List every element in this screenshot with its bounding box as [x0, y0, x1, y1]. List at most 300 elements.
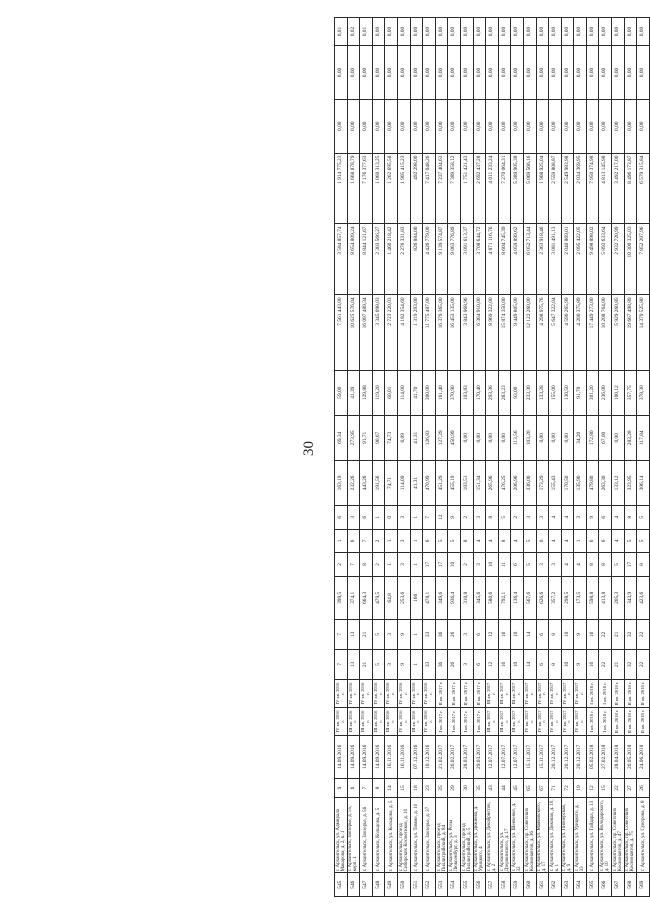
table-cell-c21: 0,00 — [637, 18, 650, 46]
table-cell-c18: 4 011 233,24 — [486, 153, 499, 224]
table-cell-q1: III кв. 2017 г. — [498, 707, 511, 735]
table-cell-c15: 155,00 — [549, 370, 562, 415]
table-cell-c20: 0,00 — [523, 46, 536, 100]
table-cell-date: 14.09.2016 — [372, 735, 385, 778]
table-cell-c17: 2 303 566,27 — [372, 224, 385, 295]
table-cell-c10: 11 — [498, 553, 511, 577]
table-cell-n: 553 — [435, 873, 448, 897]
table-cell-c18: 7 270 064,31 — [498, 153, 511, 224]
table-cell-c15: 263,23 — [498, 370, 511, 415]
table-cell-c17: 8 844 121,67 — [360, 224, 373, 295]
table-cell-q2: II кв. 2018 г. — [637, 679, 650, 707]
table-cell-c8: 16 — [586, 619, 599, 649]
table-cell-q2: IV кв. 2016 г. — [360, 679, 373, 707]
table-cell-c13: 263,30 — [599, 460, 612, 505]
table-cell-c9: 478,1 — [423, 576, 436, 619]
table-cell-c18: 8 496 173,87 — [624, 153, 637, 224]
table-cell-date: 20.12.2017 — [561, 735, 574, 778]
table-cell-c19: 0,00 — [423, 99, 436, 153]
table-cell-c10: 3 — [536, 553, 549, 577]
table-cell-c7: 26 — [448, 649, 461, 679]
table-cell-c18: 492 298,00 — [410, 153, 423, 224]
table-cell-c11: 6 — [599, 529, 612, 553]
table-cell-c8: 33 — [423, 619, 436, 649]
table-cell-c11: 3 — [397, 529, 410, 553]
table-cell-date: 20.12.2017 — [549, 735, 562, 778]
table-cell-c20: 0,00 — [612, 46, 625, 100]
table-cell-q2: IV кв. 2017 г. — [561, 679, 574, 707]
table-cell-q1: III кв. 2016 г. — [372, 707, 385, 735]
table-cell-c7: 6 — [473, 649, 486, 679]
table-cell-c20: 0,00 — [586, 46, 599, 100]
table-cell-c13: 191,56 — [372, 460, 385, 505]
table-cell-c17: 5 893 633,64 — [599, 224, 612, 295]
table-cell-q1: II кв. 2018 г. — [624, 707, 637, 735]
table-cell-c14: 0,00 — [486, 415, 499, 460]
table-cell-date: 14.09.2016 — [335, 735, 348, 778]
table-cell-q1: IV кв. 2017 г. — [574, 707, 587, 735]
table-cell-c20: 0,00 — [549, 46, 562, 100]
table-cell-c11: 4 — [549, 529, 562, 553]
table-cell-addr: г. Архангельск, проезд Пиллигрийский, д. 5 — [460, 798, 473, 873]
table-cell-c3: 35 — [473, 778, 486, 797]
table-cell-c13: 155,43 — [549, 460, 562, 505]
table-cell-addr: г. Архангельск, проезд Пиллигрийский, д. 84 — [435, 798, 448, 873]
table-cell-c12: 3 — [523, 505, 536, 529]
table-cell-n: 569 — [637, 873, 650, 897]
table-cell-c9: 936,4 — [448, 576, 461, 619]
table-cell-c8: 16 — [498, 619, 511, 649]
table-cell-c15: 236,00 — [599, 370, 612, 415]
table-cell-c18: 2 559 808,87 — [549, 153, 562, 224]
table-cell-c8: 36 — [435, 619, 448, 649]
table-cell-c8: 5 — [372, 619, 385, 649]
table-cell-addr: г. Архангельск, проезд Сибирских Косметиков, д. 10 — [397, 798, 410, 873]
table-cell-c16: 10 625 576,04 — [347, 295, 360, 370]
table-cell-c16: 4 590 265,99 — [561, 295, 574, 370]
table-row — [624, 18, 637, 897]
table-cell-c11: 6 — [347, 529, 360, 553]
table-row — [360, 18, 373, 897]
table-cell-c15: 119,20 — [372, 370, 385, 415]
table-cell-c17: 10 300 325,03 — [624, 224, 637, 295]
table-cell-addr: г. Архангельск, ул. Декабристов, д. 2 — [486, 798, 499, 873]
table-cell-c10: 4 — [574, 553, 587, 577]
table-cell-c13: 151,34 — [473, 460, 486, 505]
table-row — [523, 18, 536, 897]
table-cell-c19: 0,00 — [536, 99, 549, 153]
table-cell-c14: 172,80 — [586, 415, 599, 460]
table-cell-q1: I кв. 2017 г. — [460, 707, 473, 735]
table-cell-q2: IV кв. 2016 г. — [335, 679, 348, 707]
table-cell-q1: IV кв. 2017 г. — [561, 707, 574, 735]
table-cell-n: 556 — [473, 873, 486, 897]
table-cell-c19: 0,00 — [397, 99, 410, 153]
table-cell-c19: 0,00 — [612, 99, 625, 153]
table-cell-c9: 567,6 — [523, 576, 536, 619]
page-number: 30 — [301, 441, 317, 456]
table-row — [498, 18, 511, 897]
table-cell-c8: 3 — [460, 619, 473, 649]
table-cell-c8: 3 — [385, 619, 398, 649]
table-cell-date: 20.12.2017 — [574, 735, 587, 778]
table-cell-c11: 5 — [637, 529, 650, 553]
table-row — [347, 18, 360, 897]
table-cell-c14: 91,71 — [360, 415, 373, 460]
table-cell-q2: IV кв. 2016 г. — [347, 679, 360, 707]
table-cell-q1: IV кв. 2017 г. — [549, 707, 562, 735]
table-cell-n: 560 — [523, 873, 536, 897]
table-cell-c19: 0,00 — [498, 99, 511, 153]
table-cell-c7: 16 — [586, 649, 599, 679]
table-row — [637, 18, 650, 897]
table-cell-c20: 0,00 — [473, 46, 486, 100]
table-cell-c19: 0,00 — [372, 99, 385, 153]
table-cell-c12: 3 — [397, 505, 410, 529]
table-cell-c14: 117,84 — [637, 415, 650, 460]
table-cell-c21: 0,00 — [435, 18, 448, 46]
table-row — [612, 18, 625, 897]
table-cell-c12: 0 — [385, 505, 398, 529]
table-cell-c12: 7 — [423, 505, 436, 529]
table-cell-c15: 91,70 — [574, 370, 587, 415]
table-cell-c14: 0,00 — [536, 415, 549, 460]
table-cell-c19: 0,00 — [561, 99, 574, 153]
table-cell-q2: IV кв. 2016 г. — [410, 679, 423, 707]
table-cell-c19: 0,00 — [435, 99, 448, 153]
table-cell-date: 15.11.2017 — [536, 735, 549, 778]
table-cell-c10: 2 — [372, 553, 385, 577]
table-cell-c12: 12 — [435, 505, 448, 529]
table-cell-c10: 2 — [335, 553, 348, 577]
table-cell-c14: 0,00 — [549, 415, 562, 460]
table-cell-c11: 2 — [372, 529, 385, 553]
table-cell-c21: 0,00 — [423, 18, 436, 46]
table-cell-c12: 6 — [360, 505, 373, 529]
table-cell-c19: 0,00 — [549, 99, 562, 153]
table-cell-c15: 370,90 — [448, 370, 461, 415]
table-cell-c16: 4 298 975,76 — [536, 295, 549, 370]
table-cell-c16: 6 364 910,00 — [473, 295, 486, 370]
table-cell-c3: 26 — [637, 778, 650, 797]
table-cell-c18: 2 549 983,98 — [561, 153, 574, 224]
table-row — [460, 18, 473, 897]
table-cell-c9: 399,5 — [335, 576, 348, 619]
table-cell-c9: 626,6 — [536, 576, 549, 619]
table-cell-c12: 8 — [486, 505, 499, 529]
table-cell-c13: 323,95 — [624, 460, 637, 505]
table-cell-c19: 0,00 — [599, 99, 612, 153]
table-cell-date: 16.11.2016 — [385, 735, 398, 778]
table-cell-c8: 7 — [335, 619, 348, 649]
table-cell-q2: II кв. 2018 г. — [612, 679, 625, 707]
table-cell-c21: 0,00 — [574, 18, 587, 46]
table-row — [511, 18, 524, 897]
table-cell-q1: III кв. 2017 г. — [511, 707, 524, 735]
table-cell-c18: 1 751 421,43 — [460, 153, 473, 224]
table-cell-c10: 1 — [385, 553, 398, 577]
table-cell-c11: 5 — [448, 529, 461, 553]
table-cell-c13: 74,71 — [385, 460, 398, 505]
table-cell-date: 27.02.2018 — [599, 735, 612, 778]
table-cell-c7: 36 — [435, 649, 448, 679]
table-cell-date: 28.04.2018 — [612, 735, 625, 778]
table-cell-c20: 0,00 — [410, 46, 423, 100]
table-row — [435, 18, 448, 897]
table-cell-date: 29.03.2017 — [473, 735, 486, 778]
table-cell-c16: 1 319 293,00 — [410, 295, 423, 370]
table-cell-c7: 13 — [347, 649, 360, 679]
table-cell-n: 561 — [536, 873, 549, 897]
table-cell-c21: 0,00 — [486, 18, 499, 46]
table-cell-c7: 33 — [423, 649, 436, 679]
table-cell-c3: 72 — [561, 778, 574, 797]
table-cell-c21: 0,00 — [448, 18, 461, 46]
table-cell-q1: III кв. 2016 г. — [410, 707, 423, 735]
table-cell-c7: 9 — [397, 649, 410, 679]
table-cell-c3: 44 — [498, 778, 511, 797]
table-cell-c8: 6 — [473, 619, 486, 649]
table-cell-date: 14.09.2016 — [347, 735, 360, 778]
table-cell-c11: 1 — [410, 529, 423, 553]
table-cell-c18: 7 950 374,98 — [586, 153, 599, 224]
table-cell-q1: III кв. 2017 г. — [486, 707, 499, 735]
table-cell-c19: 0,00 — [448, 99, 461, 153]
table-cell-addr: г. Архангельск, пр. Советских Космонавтов, д. 75 — [624, 798, 637, 873]
table-cell-c19: 0,00 — [410, 99, 423, 153]
table-cell-c20: 0,00 — [385, 46, 398, 100]
table-cell-c9: 310,8 — [460, 576, 473, 619]
table-cell-n: 549 — [385, 873, 398, 897]
table-cell-c3: 8 — [372, 778, 385, 797]
table-cell-c9: 664,3 — [360, 576, 373, 619]
table-cell-c9: 343,9 — [624, 576, 637, 619]
table-cell-c14: 69,34 — [335, 415, 348, 460]
table-cell-c12: 6 — [335, 505, 348, 529]
table-cell-c9: 423,6 — [637, 576, 650, 619]
table-cell-c15: 170,40 — [473, 370, 486, 415]
table-cell-c21: 0,00 — [549, 18, 562, 46]
table-cell-c20: 0,00 — [335, 46, 348, 100]
table-cell-date: 16.11.2016 — [397, 735, 410, 778]
table-cell-addr: г. Архангельск, ул. Суворова, д. 8 — [637, 798, 650, 873]
table-cell-c18: 7 417 048,26 — [423, 153, 436, 224]
table-cell-c11: 5 — [523, 529, 536, 553]
table-cell-q2: I кв. 2018 г. — [599, 679, 612, 707]
table-cell-c3: 19 — [574, 778, 587, 797]
table-cell-c21: 0,00 — [410, 18, 423, 46]
table-cell-c16: 2 723 220,03 — [385, 295, 398, 370]
table-cell-c3: 29 — [448, 778, 461, 797]
table-cell-c15: 114,00 — [397, 370, 410, 415]
table-cell-c8: 9 — [397, 619, 410, 649]
table-cell-addr: г. Архангельск, ул. Урицкого, д. 33 — [574, 798, 587, 873]
table-cell-c12: 9 — [448, 505, 461, 529]
table-cell-c19: 0,00 — [460, 99, 473, 153]
table-cell-q2: IV кв. 2017 г. — [574, 679, 587, 707]
table-cell-c17: 3 091 613,37 — [460, 224, 473, 295]
table-cell-c20: 0,00 — [423, 46, 436, 100]
table-cell-c16: 16 097 489,34 — [360, 295, 373, 370]
table-cell-c11: 4 — [486, 529, 499, 553]
table-cell-q2: IV кв. 2016 г. — [372, 679, 385, 707]
table-cell-addr: г. Архангельск, ул. Доковая, д. 10, к. 1 — [549, 799, 560, 872]
table-cell-c21: 0,00 — [397, 18, 410, 46]
table-cell-c14: 34,20 — [574, 415, 587, 460]
table-cell-n: 559 — [511, 873, 524, 897]
table-cell-c15: 161,40 — [435, 370, 448, 415]
table-cell-c8: 6 — [536, 619, 549, 649]
table-cell-c17: 9 063 776,89 — [448, 224, 461, 295]
table-cell-c14: 450,99 — [448, 415, 461, 460]
table-cell-c13: 41,31 — [410, 460, 423, 505]
table-cell-n: 563 — [561, 873, 574, 897]
table-cell-c13: 173,29 — [536, 460, 549, 505]
table-cell-c16: 5 929 260,85 — [612, 295, 625, 370]
table-cell-c11: 4 — [612, 529, 625, 553]
table-cell-n: 546 — [347, 873, 360, 897]
table-cell-c14: 103,20 — [523, 415, 536, 460]
table-cell-n: 557 — [486, 873, 499, 897]
table-cell-q2: II кв. 2017 г. — [460, 679, 473, 707]
table-cell-c19: 0,00 — [637, 99, 650, 153]
table-cell-c8: 10 — [511, 619, 524, 649]
table-cell-c3: 65 — [523, 778, 536, 797]
table-cell-c9: 136,4 — [511, 576, 524, 619]
table-cell-c12: 5 — [498, 505, 511, 529]
table-cell-c10: 10 — [486, 553, 499, 577]
table-cell-n: 562 — [549, 873, 562, 897]
table-cell-c14: 74,73 — [385, 415, 398, 460]
table-row — [423, 18, 436, 897]
table-cell-c3: 23 — [423, 778, 436, 797]
table-cell-c20: 0,00 — [498, 46, 511, 100]
table-cell-c16: 14 379 525,80 — [637, 295, 650, 370]
table-cell-n: 545 — [335, 873, 348, 897]
table-cell-n: 555 — [460, 873, 473, 897]
table-cell-c7: 14 — [523, 649, 536, 679]
table-cell-c21: 0,00 — [624, 18, 637, 46]
table-cell-c13: 470,99 — [423, 460, 436, 505]
table-cell-c16: 7 561 443,00 — [335, 295, 348, 370]
table-cell-addr: г. Архангельск, Кольцова, д. 5 — [372, 798, 385, 873]
table-cell-c7: 16 — [498, 649, 511, 679]
table-cell-c18: 1 060 313,25 — [372, 153, 385, 224]
table-cell-c19: 0,00 — [335, 99, 348, 153]
table-row — [549, 18, 562, 897]
table-cell-c15: 93,00 — [511, 370, 524, 415]
table-cell-c20: 0,00 — [637, 46, 650, 100]
table-cell-c12: 1 — [372, 505, 385, 529]
table-cell-c9: 173,5 — [574, 576, 587, 619]
table-cell-addr: г. Архангельск, ул. Дежнева, д. Урицкого, 4 — [473, 798, 486, 873]
table-cell-c13: 232,26 — [347, 460, 360, 505]
table-cell-c12: 2 — [460, 505, 473, 529]
table-cell-c7: 10 — [511, 649, 524, 679]
table-cell-n: 566 — [599, 873, 612, 897]
table-cell-c15: 300,00 — [423, 370, 436, 415]
table-cell-c9: 166 — [410, 576, 423, 619]
table-cell-q1: I кв. 2017 г. — [435, 707, 448, 735]
table-cell-n: 550 — [397, 873, 410, 897]
table-cell-c10: 4 — [561, 553, 574, 577]
table-cell-c21: 0,00 — [536, 18, 549, 46]
table-cell-c8: 10 — [561, 619, 574, 649]
table-cell-q2: II кв. 2017 г. — [473, 679, 486, 707]
table-cell-c16: 16 453 135,00 — [448, 295, 461, 370]
table-cell-c15: 378,30 — [637, 370, 650, 415]
table-cell-c7: 22 — [599, 649, 612, 679]
table-cell-c13: 451,29 — [435, 460, 448, 505]
table-cell-c10: 17 — [435, 553, 448, 577]
table-cell-c7: 21 — [612, 649, 625, 679]
table-cell-c20: 0,00 — [397, 46, 410, 100]
table-cell-q2: II кв. 2017 г. — [448, 679, 461, 707]
table-cell-addr: г. Архангельск, ул. Володарского, д. 10 — [599, 798, 612, 873]
table-cell-c13: 336,00 — [523, 460, 536, 505]
table-cell-c10: 5 — [612, 553, 625, 577]
table-cell-c3: 27 — [624, 778, 637, 797]
table-cell-c14: 283,28 — [624, 415, 637, 460]
table-cell-c16: 11 775 487,00 — [423, 295, 436, 370]
table-cell-c13: 135,90 — [574, 460, 587, 505]
table-cell-c11: 7 — [360, 529, 373, 553]
table-cell-c14: 41,31 — [410, 415, 423, 460]
table-cell-c16: 5 647 322,04 — [549, 295, 562, 370]
table-cell-q2: III кв. 2017 г. — [486, 679, 499, 707]
table-cell-c11: 8 — [498, 529, 511, 553]
table-cell-c14: 126,83 — [423, 415, 436, 460]
table-cell-c17: 3 708 644,72 — [473, 224, 486, 295]
table-cell-c19: 0,00 — [624, 99, 637, 153]
table-cell-c18: 1 908 925,04 — [536, 153, 549, 224]
table-cell-c16: 3 345 098,03 — [372, 295, 385, 370]
table-cell-c14: 0,00 — [498, 415, 511, 460]
table-cell-c8: 14 — [523, 619, 536, 649]
table-cell-c12: 4 — [549, 505, 562, 529]
table-row — [410, 18, 423, 897]
table-cell-addr: г. Архангельск, ул. Гайдара, д. 13 — [586, 798, 599, 873]
table-cell-date: 10.12.2016 — [423, 735, 436, 778]
table-cell-q2: III кв. 2017 г. — [511, 679, 524, 707]
table-cell-q1: IV кв. 2016 г. — [423, 707, 436, 735]
table-cell-c20: 0,00 — [536, 46, 549, 100]
table-cell-q2: III кв. 2017 г. — [498, 679, 511, 707]
table-cell-n: 547 — [360, 873, 373, 897]
table-cell-c21: 0,00 — [561, 18, 574, 46]
table-cell-c8: 21 — [612, 619, 625, 649]
table-cell-c7: 12 — [486, 649, 499, 679]
table-cell-c12: 2 — [511, 505, 524, 529]
table-cell-c17: 826 884,00 — [410, 224, 423, 295]
table-cell-c13: 265,96 — [486, 460, 499, 505]
table-cell-c8: 1 — [410, 619, 423, 649]
table-cell-c9: 349,6 — [435, 576, 448, 619]
table-cell-c14: 67,00 — [599, 415, 612, 460]
table-cell-c19: 0,00 — [347, 99, 360, 153]
table-cell-c7: 1 — [410, 649, 423, 679]
table-cell-c10: 8 — [586, 553, 599, 577]
table-cell-c3: 7 — [360, 778, 373, 797]
table-cell-c18: 1 914 775,23 — [335, 153, 348, 224]
table-cell-c12: 6 — [599, 505, 612, 529]
table-cell-c16: 8 969 322,00 — [486, 295, 499, 370]
table-cell-c17: 2 040 869,01 — [561, 224, 574, 295]
table-cell-c18: 5 389 905,38 — [511, 153, 524, 224]
table-cell-c20: 0,00 — [624, 46, 637, 100]
table-cell-addr: г. Архангельск, Заозерье, д. 37 — [423, 798, 436, 873]
table-cell-n: 568 — [624, 873, 637, 897]
